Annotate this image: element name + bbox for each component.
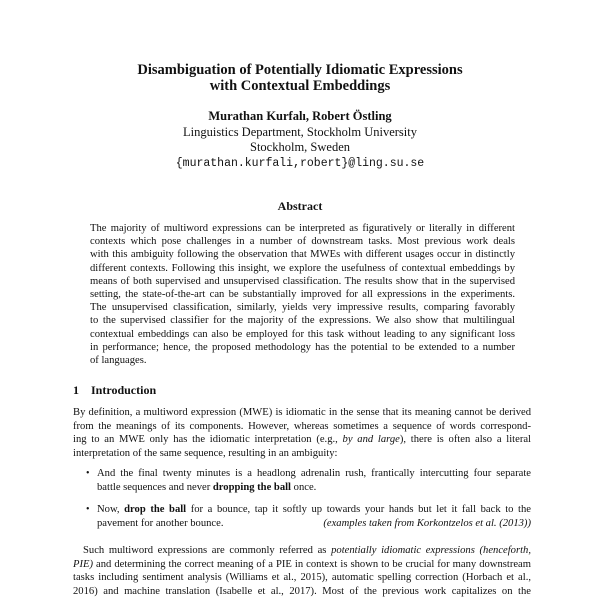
italic-phrase: by and large bbox=[342, 434, 400, 446]
example-item-1 bbox=[73, 467, 531, 494]
abstract-body bbox=[90, 222, 515, 367]
author-affiliation: Linguistics Department, Stockholm University bbox=[183, 124, 417, 139]
paragraph-line: By definition, a multiword expression (MWE) is idiomatic in the sense that its meaning cannot be derived bbox=[73, 407, 531, 418]
paragraph-line: 2016) and machine translation (Isabelle et al., 2017). Most of the previous work capitalizes on the bbox=[73, 585, 531, 597]
bullet-icon: • bbox=[86, 504, 90, 516]
abstract-line: setting, the state-of-the-art can be substantially improved for all expressions in the experiments. bbox=[90, 289, 515, 301]
example-line bbox=[97, 481, 531, 495]
text-span: pavement for another bounce. bbox=[97, 517, 224, 529]
intro-paragraph-2 bbox=[73, 544, 531, 598]
bold-phrase: drop the ball bbox=[124, 504, 187, 516]
title-line-2: with Contextual Embeddings bbox=[209, 78, 391, 94]
text-span: once. bbox=[291, 481, 317, 493]
abstract-line: contexts which pose challenges in a number of downstream tasks. Most previous work deals bbox=[90, 236, 515, 248]
example-citation: (examples taken from Korkontzelos et al. (2013)) bbox=[323, 517, 531, 529]
author-location: Stockholm, Sweden bbox=[250, 140, 350, 154]
example-line bbox=[97, 503, 531, 517]
abstract-line: of languages. bbox=[90, 355, 147, 367]
italic-phrase: PIE) bbox=[73, 558, 93, 570]
italic-phrase: potentially idiomatic expressions (henceforth, bbox=[331, 545, 531, 556]
abstract-heading: Abstract bbox=[277, 199, 323, 213]
text-span: for a bounce, tap it softly up towards your hands but let it fall back to the bbox=[186, 504, 531, 516]
intro-paragraph-1 bbox=[73, 406, 531, 460]
paragraph-line: tasks including sentiment analysis (Williams et al., 2015), automatic spelling correction (Horbach et al., bbox=[73, 572, 531, 584]
abstract-line: The unsupervised classification, similarly, yields very impressive results, comparing favorably bbox=[90, 302, 515, 314]
paper-title bbox=[0, 62, 600, 94]
abstract-line: means of both supervised and unsupervised classification. The results show that in the supervised bbox=[90, 275, 515, 287]
author-names: Murathan Kurfalı, Robert Östling bbox=[208, 109, 392, 123]
example-line: And the final twenty minutes is a headlong adrenalin rush, frantically intercutting four separate bbox=[97, 468, 531, 479]
section-title: Introduction bbox=[91, 383, 157, 397]
author-email: {murathan.kurfali,robert}@ling.su.se bbox=[175, 156, 425, 170]
example-item-2 bbox=[73, 503, 531, 530]
text-span: ), there is often also a literal bbox=[399, 434, 531, 446]
abstract-line: different contexts. Following this insight, we explore the usefulness of contextual embeddings by bbox=[90, 262, 515, 274]
abstract-line: to the supervised classifier for the majority of the expressions. We also show that multilingual bbox=[90, 315, 515, 327]
text-span: ing to an MWE only has the idiomatic interpretation (e.g., bbox=[73, 434, 343, 446]
text-span: and determining the correct meaning of a PIE in context is shown to be crucial for many downstream bbox=[93, 558, 531, 570]
section-heading-introduction bbox=[73, 383, 156, 398]
abstract-line: in performance; hence, the proposed methodology has the potential to be extended to a number bbox=[90, 341, 515, 353]
example-line bbox=[97, 517, 531, 531]
paragraph-line bbox=[73, 558, 531, 572]
paragraph-line bbox=[73, 544, 531, 558]
text-span: Such multiword expressions are commonly referred as bbox=[83, 545, 332, 556]
title-line-1: Disambiguation of Potentially Idiomatic Expressions bbox=[137, 62, 463, 78]
bullet-icon: • bbox=[86, 468, 90, 479]
bold-phrase: dropping the ball bbox=[212, 481, 291, 493]
abstract-line: with this ambiguity following the observation that MWEs with different usages occur in distinctly bbox=[90, 249, 515, 261]
paragraph-line: from the meanings of its components. However, whereas sometimes a sequence of words correspond- bbox=[73, 420, 531, 432]
paragraph-line bbox=[73, 433, 531, 447]
author-block bbox=[0, 109, 600, 171]
text-span: Now, bbox=[97, 504, 125, 516]
section-number: 1 bbox=[73, 383, 79, 397]
abstract-line: The majority of multiword expressions can be interpreted as figuratively or literally in different bbox=[90, 223, 515, 234]
abstract-line: contextual embeddings can also be employed for this task without leading to any significant loss bbox=[90, 328, 515, 340]
paragraph-line: interpretation of the same sequence, resulting in an ambiguity: bbox=[73, 447, 338, 459]
text-span: battle sequences and never bbox=[97, 481, 213, 493]
example-list bbox=[73, 467, 531, 539]
